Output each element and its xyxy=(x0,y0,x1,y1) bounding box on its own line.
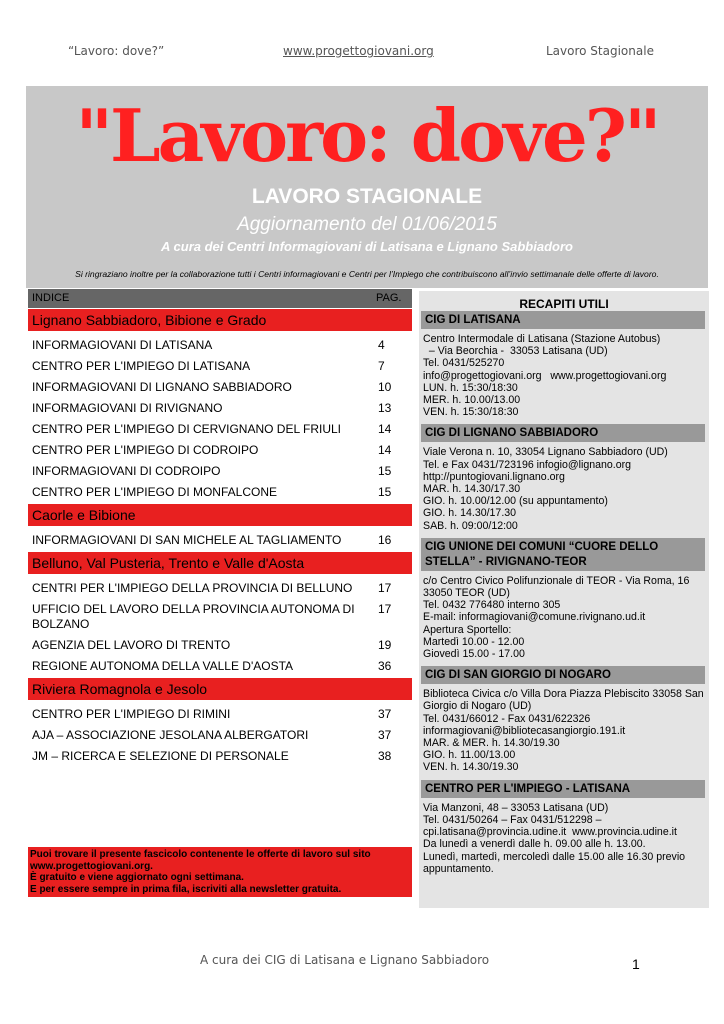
index-row[interactable] xyxy=(28,482,412,503)
contacts-panel xyxy=(419,291,709,908)
index-row[interactable] xyxy=(28,440,412,461)
contact-line: SAB. h. 09:00/12:00 xyxy=(423,519,518,532)
header-right-text: Lavoro Stagionale xyxy=(546,44,654,58)
contact-line: Apertura Sportello: xyxy=(423,623,512,636)
index-row-label: AGENZIA DEL LAVORO DI TRENTO xyxy=(32,638,231,652)
index-row-page: 17 xyxy=(378,581,392,595)
page-number: 1 xyxy=(632,956,640,972)
contact-line: VEN. h. 15:30/18:30 xyxy=(423,406,519,419)
contact-line: Viale Verona n. 10, 33054 Lignano Sabbiadoro (UD) xyxy=(423,446,668,459)
index-row-label: CENTRO PER L'IMPIEGO DI CODROIPO xyxy=(32,443,259,457)
index-row-page: 38 xyxy=(378,749,392,763)
index-row-page: 37 xyxy=(378,728,392,742)
index-row[interactable] xyxy=(28,746,412,767)
index-page-label: PAG. xyxy=(376,292,402,304)
contact-line: Via Manzoni, 48 – 33053 Latisana (UD) xyxy=(423,801,609,814)
header-website-link[interactable]: www.progettogiovani.org xyxy=(283,44,434,58)
index-row-label: CENTRO PER L'IMPIEGO DI MONFALCONE xyxy=(32,485,277,499)
index-row[interactable] xyxy=(28,704,412,725)
contact-block-heading: CENTRO PER L'IMPIEGO - LATISANA xyxy=(421,780,705,798)
contact-block-body xyxy=(419,329,709,424)
index-row[interactable] xyxy=(28,530,412,551)
contact-line: Martedì 10.00 - 12.00 xyxy=(423,635,525,648)
index-row[interactable] xyxy=(28,599,412,635)
index-row-page: 14 xyxy=(378,422,392,436)
thanks-note: Si ringraziano inoltre per la collaborazione tutti i Centri informagiovani e Centri per l’Impiego che contribuiscono all’invio settimanale delle offerte di lavoro. xyxy=(75,269,659,279)
index-row-page: 14 xyxy=(378,443,392,457)
index-section-header xyxy=(28,678,412,700)
index-row-label: CENTRI PER L'IMPIEGO DELLA PROVINCIA DI BELLUNO xyxy=(32,581,353,595)
index-row-label: CENTRO PER L'IMPIEGO DI RIMINI xyxy=(32,707,231,721)
index-title: INDICE xyxy=(32,292,70,304)
index-section-title: Belluno, Val Pusteria, Trento e Valle d'Aosta xyxy=(32,555,305,571)
contact-line: GIO. h. 10.00/12.00 (su appuntamento) xyxy=(423,495,608,508)
index-row-page: 16 xyxy=(378,533,392,547)
contact-line: Tel. 0431/525270 xyxy=(423,357,505,370)
index-row-label: UFFICIO DEL LAVORO DELLA PROVINCIA AUTONOMA DI BOLZANO xyxy=(32,602,355,631)
update-date: Aggiornamento del 01/06/2015 xyxy=(237,214,497,235)
index-row-label: JM – RICERCA E SELEZIONE DI PERSONALE xyxy=(32,749,289,763)
index-row[interactable] xyxy=(28,335,412,356)
contact-block-heading: CIG DI LATISANA xyxy=(421,311,705,329)
index-row-page: 4 xyxy=(378,338,385,352)
index-row[interactable] xyxy=(28,578,412,599)
index-row[interactable] xyxy=(28,398,412,419)
index-row-page: 15 xyxy=(378,464,392,478)
index-table xyxy=(28,289,412,767)
contact-block-body xyxy=(419,442,709,537)
index-row-label: INFORMAGIOVANI DI RIVIGNANO xyxy=(32,401,223,415)
index-row-page: 19 xyxy=(378,638,392,652)
contacts-title: RECAPITI UTILI xyxy=(519,297,609,311)
index-row-page: 37 xyxy=(378,707,392,721)
index-section-title: Caorle e Bibione xyxy=(32,507,136,523)
index-section-header xyxy=(28,504,412,526)
header-left-text: “Lavoro: dove?” xyxy=(68,44,165,58)
contact-line: MAR. h. 14.30/17.30 xyxy=(423,483,521,496)
contact-line: E-mail: informagiovani@comune.rivignano.ud.it xyxy=(423,611,646,624)
contact-line: Giovedì 15.00 - 17.00 xyxy=(423,648,525,661)
title-banner xyxy=(26,86,708,288)
promo-line: Puoi trovare il presente fascicolo contenente le offerte di lavoro sul sito www.progettogiovani.org. xyxy=(30,849,371,872)
contact-line: – Via Beorchia - 33053 Latisana (UD) xyxy=(423,345,608,358)
index-row[interactable] xyxy=(28,635,412,656)
index-row-page: 36 xyxy=(378,659,392,673)
contact-line: MER. h. 10.00/13.00 xyxy=(423,394,521,407)
index-row-page: 7 xyxy=(378,359,385,373)
contact-line: MAR. & MER. h. 14.30/19.30 xyxy=(423,737,560,750)
index-row[interactable] xyxy=(28,725,412,746)
index-row-page: 10 xyxy=(378,380,392,394)
index-row[interactable] xyxy=(28,377,412,398)
contact-line: Da lunedì a venerdì dalle h. 09.00 alle h. 13.00. xyxy=(423,838,646,851)
index-row-label: AJA – ASSOCIAZIONE JESOLANA ALBERGATORI xyxy=(32,728,309,742)
index-body xyxy=(28,309,412,767)
index-header xyxy=(28,289,412,308)
index-row-label: CENTRO PER L'IMPIEGO DI LATISANA xyxy=(32,359,251,373)
promo-line: E per essere sempre in prima fila, iscriviti alla newsletter gratuita. xyxy=(30,883,342,895)
contact-line: Lunedì, martedì, mercoledì dalle 15.00 alle 16.30 previo appuntamento. xyxy=(423,850,689,875)
contact-block-body xyxy=(419,798,709,881)
contact-line: GIO. h. 11.00/13.00 xyxy=(423,749,516,762)
index-section-header xyxy=(28,309,412,331)
index-row[interactable] xyxy=(28,419,412,440)
contact-block-heading: CIG DI LIGNANO SABBIADORO xyxy=(421,424,705,442)
contact-line: Biblioteca Civica c/o Villa Dora Piazza Plebiscito 33058 San Giorgio di Nogaro (UD) xyxy=(423,688,707,713)
page-footer: A cura dei CIG di Latisana e Lignano Sabbiadoro xyxy=(200,953,490,967)
page-title: "Lavoro: dove?" xyxy=(75,93,659,178)
running-header xyxy=(0,44,724,62)
contacts-body xyxy=(419,311,709,881)
curated-by: A cura dei Centri Informagiovani di Latisana e Lignano Sabbiadoro xyxy=(161,239,573,254)
contact-line: Centro Intermodale di Latisana (Stazione Autobus) xyxy=(423,333,661,345)
promo-box xyxy=(28,847,412,897)
contact-line: VEN. h. 14.30/19.30 xyxy=(423,761,519,774)
index-row-page: 13 xyxy=(378,401,392,415)
index-row[interactable] xyxy=(28,656,412,677)
contact-block-heading: CIG UNIONE DEI COMUNI “CUORE DELLO STELLA” - RIVIGNANO-TEOR xyxy=(421,538,705,571)
index-row[interactable] xyxy=(28,461,412,482)
contact-line: Tel. 0432 776480 interno 305 xyxy=(423,599,561,612)
index-row-label: INFORMAGIOVANI DI LATISANA xyxy=(32,338,213,352)
contact-block-body xyxy=(419,684,709,779)
contact-line: Tel. 0431/66012 - Fax 0431/622326 xyxy=(423,712,591,725)
promo-line: È gratuito e viene aggiornato ogni settimana. xyxy=(30,872,244,883)
index-section-title: Lignano Sabbiadoro, Bibione e Grado xyxy=(32,312,267,328)
contact-line: GIO. h. 14.30/17.30 xyxy=(423,507,517,520)
banner-subtitle: LAVORO STAGIONALE xyxy=(251,185,483,208)
contact-line: c/o Centro Civico Polifunzionale di TEOR - Via Roma, 16 33050 TEOR (UD) xyxy=(423,574,693,600)
contact-line: Tel. 0431/50264 – Fax 0431/512298 – cpi.latisana@provincia.udine.it www.provincia.udine.it xyxy=(423,813,677,839)
index-section-header xyxy=(28,552,412,574)
index-row-label: INFORMAGIOVANI DI LIGNANO SABBIADORO xyxy=(32,380,292,394)
contact-block-heading: CIG DI SAN GIORGIO DI NOGARO xyxy=(421,666,705,684)
contact-line: informagiovani@bibliotecasangiorgio.191.it xyxy=(423,724,626,737)
contact-line: info@progettogiovani.org www.progettogiovani.org xyxy=(423,369,667,382)
index-row-label: INFORMAGIOVANI DI SAN MICHELE AL TAGLIAMENTO xyxy=(32,533,342,547)
contact-line: http://puntogiovani.lignano.org xyxy=(423,470,565,483)
contact-block-body xyxy=(419,571,709,666)
index-section-title: Riviera Romagnola e Jesolo xyxy=(32,681,208,697)
contact-line: Tel. e Fax 0431/723196 infogio@lignano.org xyxy=(423,458,632,471)
index-row-page: 17 xyxy=(378,602,392,616)
index-row-label: REGIONE AUTONOMA DELLA VALLE D'AOSTA xyxy=(32,659,294,673)
contact-line: LUN. h. 15:30/18:30 xyxy=(423,381,518,394)
index-row-page: 15 xyxy=(378,485,392,499)
index-row-label: INFORMAGIOVANI DI CODROIPO xyxy=(32,464,221,478)
index-row[interactable] xyxy=(28,356,412,377)
index-row-label: CENTRO PER L'IMPIEGO DI CERVIGNANO DEL FRIULI xyxy=(32,422,342,436)
